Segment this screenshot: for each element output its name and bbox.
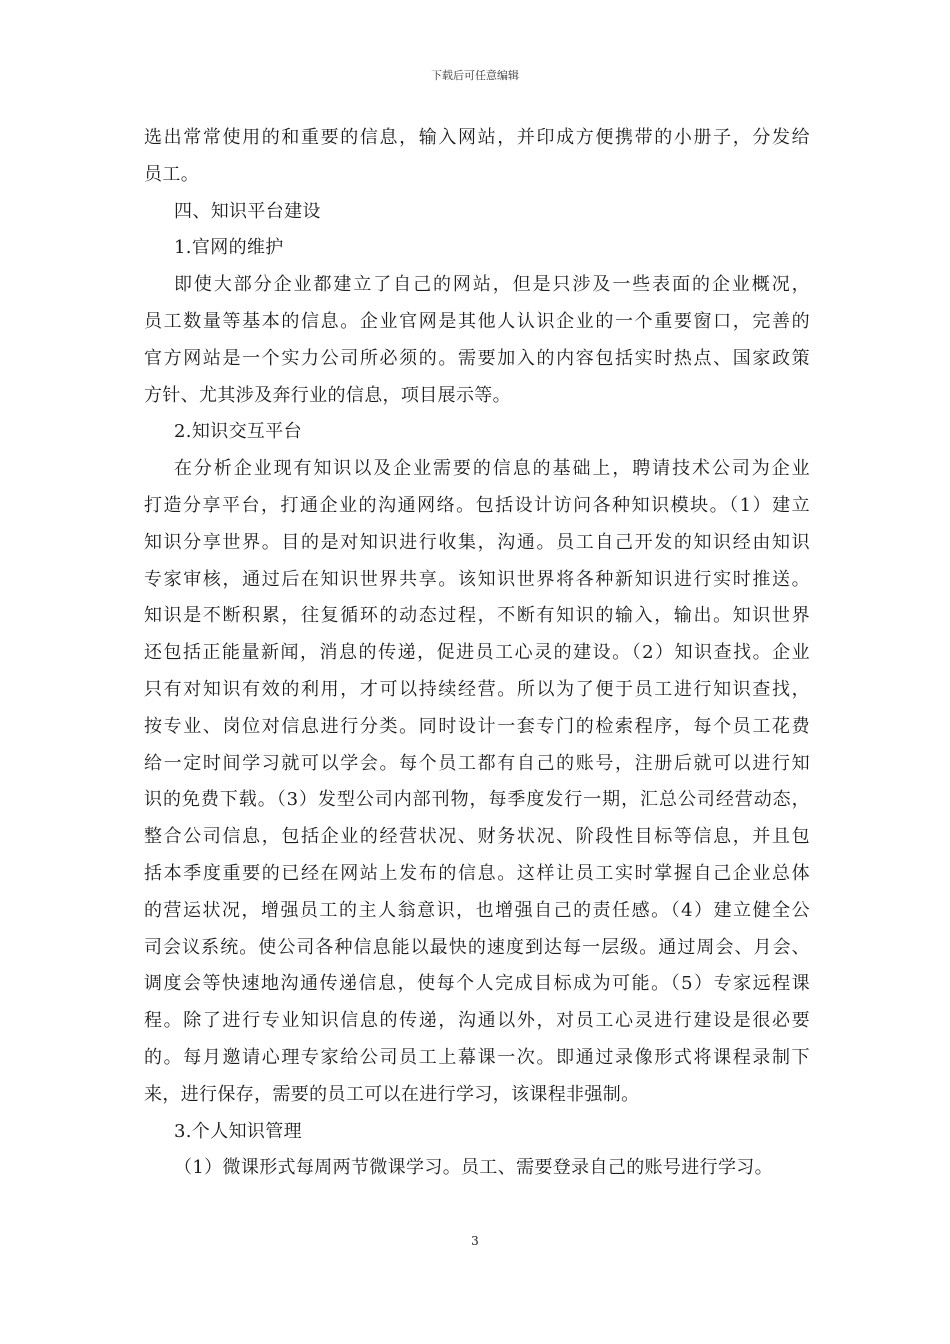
- paragraph-line: 知识分享世界。目的是对知识进行收集，沟通。员工自己开发的知识经由知识: [144, 531, 810, 553]
- subsection-heading: 2.知识交互平台: [174, 421, 302, 443]
- paragraph-line: 员工。: [144, 163, 200, 185]
- paragraph-line: （1）微课形式每周两节微课学习。员工、需要登录自己的账号进行学习。: [174, 1157, 773, 1179]
- paragraph-line: 来，进行保存，需要的员工可以在进行学习，该课程非强制。: [144, 1083, 640, 1105]
- paragraph-line: 给一定时间学习就可以学会。每个员工都有自己的账号，注册后就可以进行知: [144, 752, 810, 774]
- paragraph-line: 员工数量等基本的信息。企业官网是其他人认识企业的一个重要窗口，完善的: [144, 310, 810, 332]
- paragraph-line: 括本季度重要的已经在网站上发布的信息。这样让员工实时掌握自己企业总体: [144, 862, 810, 884]
- paragraph-line: 方针、尤其涉及奔行业的信息，项目展示等。: [144, 384, 511, 406]
- header-note: 下载后可任意编辑: [431, 69, 519, 82]
- paragraph-line: 司会议系统。使公司各种信息能以最快的速度到达每一层级。通过周会、月会、: [144, 936, 810, 958]
- paragraph-line: 调度会等快速地沟通传递信息，使每个人完成目标成为可能。（5）专家远程课: [144, 973, 810, 995]
- paragraph-line: 专家审核，通过后在知识世界共享。该知识世界将各种新知识进行实时推送。: [144, 568, 810, 590]
- paragraph-line: 只有对知识有效的利用，才可以持续经营。所以为了便于员工进行知识查找，: [144, 678, 810, 700]
- paragraph-line: 识的免费下载。（3）发型公司内部刊物，每季度发行一期，汇总公司经营动态，: [144, 789, 810, 811]
- paragraph-line: 知识是不断积累，往复循环的动态过程，不断有知识的输入，输出。知识世界: [144, 605, 810, 627]
- page-number: 3: [471, 1234, 479, 1248]
- document-body: [144, 120, 810, 1187]
- paragraph-line: 在分析企业现有知识以及企业需要的信息的基础上，聘请技术公司为企业: [174, 458, 810, 480]
- paragraph-line: 的营运状况，增强员工的主人翁意识，也增强自己的责任感。（4）建立健全公: [144, 899, 810, 921]
- subsection-heading: 1.官网的维护: [174, 237, 284, 259]
- subsection-heading: 3.个人知识管理: [174, 1120, 302, 1142]
- paragraph-line: 选出常常使用的和重要的信息，输入网站，并印成方便携带的小册子，分发给: [144, 127, 810, 148]
- paragraph-line: 程。除了进行专业知识信息的传递，沟通以外，对员工心灵进行建设是很必要: [144, 1010, 810, 1032]
- paragraph-line: 即使大部分企业都建立了自己的网站，但是只涉及一些表面的企业概况，: [174, 274, 810, 296]
- paragraph-line: 打造分享平台，打通企业的沟通网络。包括设计访问各种知识模块。（1）建立: [144, 494, 810, 516]
- section-heading: 四、知识平台建设: [174, 200, 321, 222]
- paragraph-line: 的。每月邀请心理专家给公司员工上幕课一次。即通过录像形式将课程录制下: [144, 1046, 810, 1068]
- paragraph-line: 整合公司信息，包括企业的经营状况、财务状况、阶段性目标等信息，并且包: [144, 826, 810, 848]
- paragraph-line: 官方网站是一个实力公司所必须的。需要加入的内容包括实时热点、国家政策: [144, 347, 810, 369]
- paragraph-line: 还包括正能量新闻，消息的传递，促进员工心灵的建设。（2）知识查找。企业: [144, 642, 810, 664]
- paragraph-line: 按专业、岗位对信息进行分类。同时设计一套专门的检索程序，每个员工花费: [144, 715, 810, 737]
